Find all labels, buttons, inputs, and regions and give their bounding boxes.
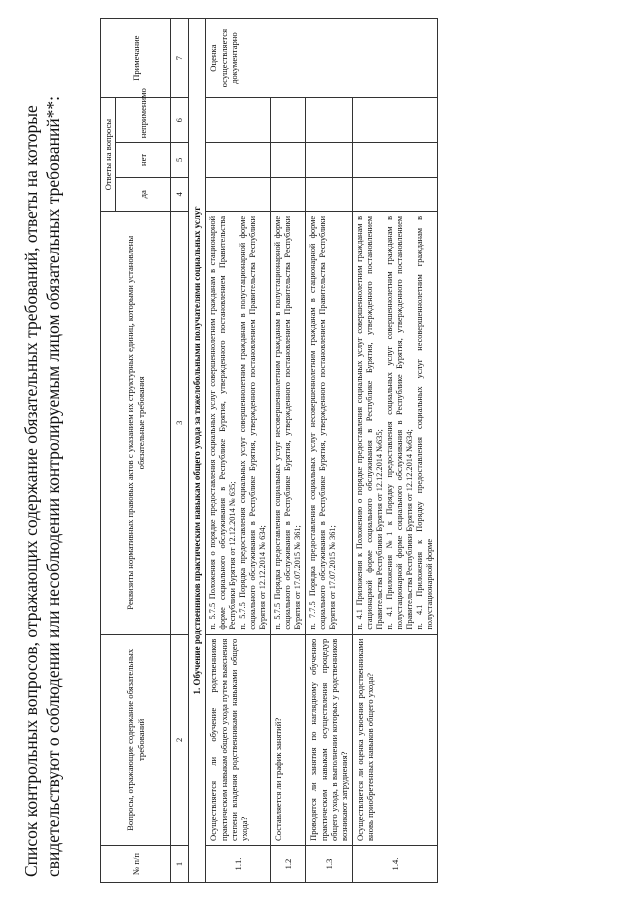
answer-yes-cell[interactable] — [352, 177, 437, 211]
header-note: Примечание — [101, 19, 171, 98]
col-number: 1 — [171, 846, 188, 883]
row-number: 1.3 — [306, 846, 353, 883]
row-requisites: п. 5.7.5 Порядка предоставления социальных услуг несовершеннолетним гражданам в полустационарной форме социального обслуживания в Республике Бурятия, утвержденного постановлением Правительства Республики Бурятия от 17.07.2015 № 361; — [271, 211, 306, 634]
row-number: 1.4. — [352, 846, 437, 883]
header-answers: Ответы на вопросы — [101, 98, 116, 212]
table-row — [271, 19, 306, 883]
answer-yes-cell[interactable] — [206, 177, 271, 211]
section-title: 1. Обучение родственников практическим навыкам общего ухода за тяжелобольными получателями социальных услуг — [188, 19, 205, 883]
column-number-row — [171, 19, 188, 883]
answer-na-cell[interactable] — [306, 98, 353, 143]
row-requisites: п. 4.1 Приложения к Положению о порядке предоставления социальных услуг совершеннолетним гражданам в стационарной форме социального обслуживания в Республике Бурятия, утвержденного постановлением Правительства Республики Бурятия от 12.12.2014 №635; п. 4.1 Приложения №1 к Порядку предоставления социальных услуг совершеннолетним гражданам в полустационарной форме социального обслуживания в Республике Бурятия, утвержденного постановлением Правительства Республики Бурятия от 12.12.2014 №634; п. 4.1 Приложения к Порядку предоставления социальных услуг несовершеннолетним гражданам в полустационарной форме — [352, 211, 437, 634]
row-number: 1.2 — [271, 846, 306, 883]
answer-yes-cell[interactable] — [306, 177, 353, 211]
answer-na-cell[interactable] — [352, 98, 437, 143]
checklist-table — [100, 18, 438, 883]
col-number: 6 — [171, 98, 188, 143]
answer-na-cell[interactable] — [206, 98, 271, 143]
header-requisites: Реквизиты нормативных правовых актов с указанием их структурных единиц, которыми установлены обязательные требования — [101, 211, 171, 634]
row-requisites: п. 5.7.5 Положения о порядке предоставления социальных услуг совершеннолетним гражданам в стационарной форме социального обслуживания в Республике Бурятия, утвержденного постановлением Правительства Республики Бурятия от 12.12.2014 № 635; п. 5.7.5 Порядка предоставления социальных услуг совершеннолетним гражданам в полустационарной форме социального обслуживания в Республике Бурятия, утвержденного постановлением Правительства Республики Бурятия от 12.12.2014 № 634; — [206, 211, 271, 634]
col-number: 5 — [171, 143, 188, 177]
row-question: Составляется ли график занятий? — [271, 634, 306, 845]
header-na: неприменимо — [116, 98, 171, 143]
header-row — [101, 19, 116, 883]
header-question: Вопросы, отражающие содержание обязательных требований — [101, 634, 171, 845]
answer-no-cell[interactable] — [352, 143, 437, 177]
page-heading — [20, 17, 64, 877]
answer-no-cell[interactable] — [271, 143, 306, 177]
header-yes: да — [116, 177, 171, 211]
heading-line-1: Список контрольных вопросов, отражающих содержание обязательных требований, ответы на которые — [21, 105, 41, 877]
row-note: Оценка осуществляется документарно — [206, 19, 438, 98]
table-row — [352, 19, 437, 883]
heading-line-2: свидетельствуют о соблюдении или несоблюдении контролируемым лицом обязательных требований**: — [43, 95, 63, 877]
col-number: 7 — [171, 19, 188, 98]
row-requisites: п. 7.7.5 Порядка предоставления социальных услуг несовершеннолетним гражданам в стационарной форме социального обслуживания в Республике Бурятия, утвержденного постановлением Правительства Республики Бурятия от 17.07.2015 № 361; — [306, 211, 353, 634]
table-row — [206, 19, 271, 883]
row-number: 1.1. — [206, 846, 271, 883]
answer-no-cell[interactable] — [206, 143, 271, 177]
col-number: 3 — [171, 211, 188, 634]
col-number: 4 — [171, 177, 188, 211]
answer-yes-cell[interactable] — [271, 177, 306, 211]
answer-no-cell[interactable] — [306, 143, 353, 177]
col-number: 2 — [171, 634, 188, 845]
section-row — [188, 19, 205, 883]
row-question: Проводятся ли занятия по наглядному обучению практическим навыкам осуществления процедур общего ухода, в выполнении которых у родственников возникают затруднения? — [306, 634, 353, 845]
row-question: Осуществляется ли обучение родственников практическим навыкам общего ухода путем выяснения степени владения родственниками навыками общего ухода? — [206, 634, 271, 845]
header-num: № п/п — [101, 846, 171, 883]
header-no: нет — [116, 143, 171, 177]
row-question: Осуществляется ли оценка усвоения родственниками вновь приобретенных навыков общего ухода? — [352, 634, 437, 845]
answer-na-cell[interactable] — [271, 98, 306, 143]
table-row — [306, 19, 353, 883]
